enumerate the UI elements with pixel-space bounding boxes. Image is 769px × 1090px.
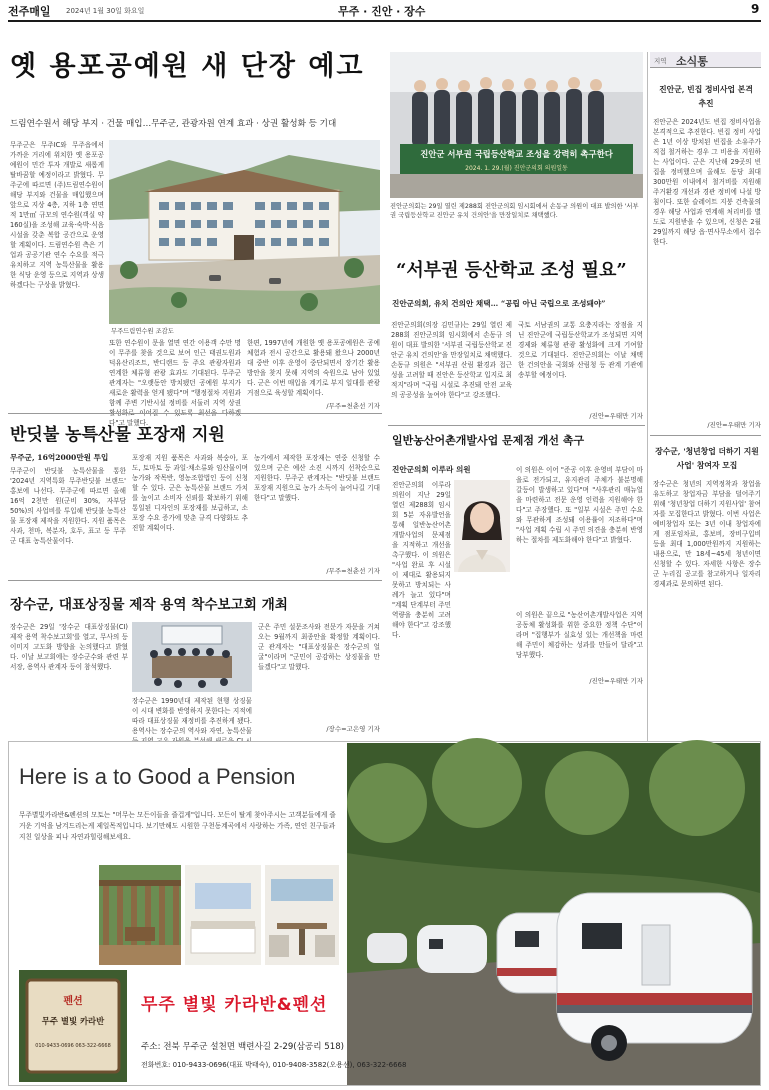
council-members-photo [390, 52, 643, 198]
art5-headline: 장수군, 대표상징물 제작 용역 착수보고회 개최 [10, 597, 288, 613]
art5-byline: /장수=고은영 기자 [326, 725, 380, 733]
issue-date: 2024년 1월 30일 화요일 [66, 7, 145, 15]
sidebar-item1-body: 진안군은 2024년도 빈집 정비사업을 본격적으로 추진한다. 빈집 정비 사업은 1년 이상 방치된 빈집을 소유주가 직접 철거하는 경우 그 비용을 지원하는 사업이다. 군은 지난해 29곳의 빈집을 정비했으며 올해도 동당 최대 300만원 이내에서 철거비를 지원해 주거환경 개선과 경관 정비에 나설 방침이다. 또한 슬레이트 지붕 건축물의 경우 해당 사업과 연계해 처리비를 별도로 지원받을 수 있으며, 신청은 2월 29일까지 해당 읍·면사무소에서 접수한다. [653, 118, 761, 246]
councilor-portrait [454, 480, 510, 572]
art2-banner-main: 진안군 서부권 국립등산학교 조성을 강력히 촉구한다 [420, 149, 613, 159]
page-number: 9 [751, 2, 760, 16]
art3-byline: /무주=천춘선 기자 [326, 567, 380, 575]
briefing-meeting-photo [132, 622, 252, 692]
art1-col2: 또한 연수원이 문을 열면 연간 이용객 수만 명이 무주를 찾을 것으로 보여 인근 태권도원과 덕유산리조트, 반디랜드 등 주요 관광자원과 연계한 체류형 관광 효과도 기대된다. 무주군 관계자는 "오랫동안 방치됐던 공예원 부지가 새로운 활력을 얻게 됐다"며 "행정절차 지원과 함께 주변 기반시설 정비를 서둘러 지역 상권 활성화로 이어질 수 있도록 최선을 다하겠다"고 말했다. [109, 339, 241, 427]
sidebar-item2-body: 장수군은 청년의 지역정착과 창업을 유도하고 창업자금 부담을 덜어주기 위해 '청년창업 더하기 지원사업' 참여자를 모집한다고 밝혔다. 이번 사업은 예비창업자 또는 3년 이내 창업자에게 점포임차료, 홍보비, 장비구입비 등을 최대 1,000만원까지 지원하는 내용으로, 만 18세~45세 청년이면 신청할 수 있다. 자세한 사항은 장수군 누리집 공고를 참고하거나 일자리경제과로 문의하면 된다. [653, 480, 761, 588]
art4-byline: /진안=우태만 기자 [589, 677, 643, 685]
art4-col1b [392, 580, 510, 684]
art2-byline: /진안=우태만 기자 [589, 412, 643, 420]
art2-headline: “서부권 등산학교 조성 필요” [396, 260, 627, 281]
header-rule [8, 20, 761, 22]
art3-headline: 반딧불 농특산물 포장재 지원 [10, 425, 225, 445]
art2-subheadline: 진안군의회, 유치 건의안 채택… “공립 아닌 국립으로 조성돼야” [392, 299, 606, 308]
art1-photo-caption: 무주드림연수원 조감도 [111, 328, 174, 335]
art1-byline: /무주=천춘선 기자 [326, 402, 380, 410]
sidebar-divider [650, 435, 761, 436]
art1-col3: 한편, 1997년에 개원한 옛 용포공예원은 공예 체험과 전시 공간으로 활용돼 왔으나 2000년대 중반 이후 운영이 중단되면서 장기간 활용 방안을 찾지 못해 지역의 숙원으로 남아 있었다. 군은 이번 매입을 계기로 부지 일대를 관광 거점으로 육성할 계획이다. [247, 339, 380, 397]
art5-col1: 장수군은 29일 '장수군 대표상징물(CI) 제작 용역 착수보고회'를 열고, 무사의 등 이미지 고도화 방향을 논의했다고 밝혔다. 이날 보고회에는 장수군수와 관련 부서장, 용역사 관계자 등이 참석했다. [10, 623, 128, 671]
art2-photo-caption: 진안군의회는 29일 열린 제288회 진안군의회 임시회에서 손동규 의원이 대표 발의한 '서부권 국립등산학교 진안군 유치 건의안'을 만장일치로 채택했다. [390, 203, 639, 219]
sidebar-label [650, 52, 761, 68]
divider-art1 [8, 413, 382, 414]
art5-col2: 장수군은 1990년대 제작된 현행 상징물이 시대 변화를 반영하지 못한다는 지적에 따라 대표상징물 재정비를 추진하게 됐다. 용역사는 장수군의 역사와 자연, 농특산물 [132, 697, 252, 735]
divider-art3 [8, 580, 382, 581]
art2-photo [390, 52, 643, 198]
art4-subheadline: 진안군의회 이루라 의원 [392, 465, 471, 474]
ad-sign-title: 펜션 [63, 996, 83, 1007]
art1-photo [109, 140, 380, 324]
sidebar-item2-title: 장수군, '청년창업 더하기 지원사업' 참여자 모집 [655, 447, 759, 470]
sidebar-item1-title: 진안군, 빈집 정비사업 본격 추진 [659, 85, 753, 108]
art3-subheadline: 무주군, 16억2000만원 투입 [10, 453, 109, 462]
art3-col1: 무주군이 반딧불 농특산물을 통한 '2024년 지역특화 무주반딧불 브랜드' 홍보에 나선다. 무주군에 따르면 올해 16억 2천만 원(군비 30%, 자부담 50%)의 사업비를 투입해 반딧불 농특산물 포장재 제작을 지원한다. 지원 품목은 사과, 천마, 복분자, 호두, 표고 등 무주군 대표 농특산물이다. [10, 467, 126, 545]
sidebar-label-title: 소식통 [676, 55, 708, 68]
wooden-deck-photo [99, 865, 181, 965]
ad-interior-photo [185, 865, 261, 965]
art5-photo [132, 622, 252, 692]
advertisement [8, 741, 761, 1086]
resort-building-rendering [109, 140, 380, 324]
ad-slogan: Here is a to Good a Pension [19, 764, 296, 789]
art3-col2: 포장재 지원 품목은 사과와 복숭아, 포도, 토마토 등 과일·채소류와 임산물이며 농가와 작목반, 영농조합법인 등이 신청할 수 있다. 군은 농특산물 브랜드 가치를 높이고 소비자 신뢰를 확보하기 위해 통일된 디자인의 포장재를 보급하고, 소포장 수요 증가에 맞춘 규격 다양화도 추진할 계획이다. [132, 454, 248, 532]
ad-address: 주소: 전북 무주군 설천면 백련사길 2-29(삼공리 518) [141, 1042, 345, 1052]
section-title: 무주 · 진안 · 장수 [338, 5, 426, 18]
ad-deck-photo [99, 865, 181, 965]
divider-art2 [388, 425, 645, 426]
ad-sign-sub: 무주 별빛 카라반 [41, 1016, 105, 1026]
ad-phone: 전화번호: 010-9433-0696(대표 박태숙), 010-9408-3582(오용선), 063-322-6668 [141, 1061, 407, 1069]
caravan-dining-photo [265, 865, 339, 965]
art4-col1: 진안군의회 이루라 의원이 지난 29일 열린 제288회 임시회 5분 자유발언을 통해 일반농산어촌개발사업의 문제점을 지적하고 개선을 촉구했다. 이 의원은 "사업 완료 후 시설이 제대로 활용되지 못하고 방치되는 사례가 늘고 있다"며 "계획 단계부터 주민 역량을 충분히 고려해야 한다"고 강조했다. [392, 481, 451, 639]
page-header [8, 2, 761, 20]
sidebar-rule [647, 52, 648, 848]
art4-col2: 이 의원은 이어 "준공 이후 운영비 부담이 마을로 전가되고, 유지관리 주체가 불분명해 갈등이 발생하고 있다"며 "사후관리 매뉴얼을 마련하고 전문 운영 인력을 지원해야 한다"고 주장했다. 또 "일부 시설은 주민 수요와 무관하게 조성돼 이용률이 저조하다"며 "사업 계획 수립 시 주민 의견을 충분히 반영하는 절차를 제도화해야 한다"고 밝혔다. [516, 466, 643, 544]
art2-banner-sub: 2024. 1. 29.(월) 진안군의회 의원일동 [465, 165, 568, 172]
caravan-interior-photo [185, 865, 261, 965]
caravan-campsite-photo [347, 743, 760, 1085]
art2-col2: 국토 서남권의 교통 요충지라는 장점을 지닌 진안군에 국립등산학교가 조성되면 지역 경제와 체류형 관광 활성화에 크게 기여할 것으로 기대된다. 진안군의회는 이날 채택한 건의안을 국회와 산림청 등 관계 기관에 송부할 예정이다. [518, 321, 643, 379]
art3-col3: 농가에서 제작한 포장재는 연중 신청할 수 있으며 군은 예산 소진 시까지 선착순으로 지원한다. 무주군 관계자는 "반딧불 브랜드 포장재 지원으로 농가 소득이 늘어나길 기대한다"고 말했다. [254, 454, 380, 502]
art4-portrait [454, 480, 510, 572]
art1-col1: 무주군은 무주IC와 무주읍에서 가까운 거리에 위치한 옛 용포공예원이 민간 투자 개발로 새롭게 탈바꿈할 예정이라고 밝혔다. 무주군에 따르면 (주)드림연수원이 해당 부지와 건물을 매입했으며 앞으로 지상 4층, 지하 1층 연면적 1만㎡ 규모의 연수원(객실 약 160실)을 조성해 교육·숙박·식음 시설을 갖춘 복합 공간으로 운영할 계획이다. 드림연수원 측은 기업과 공공기관 연수 수요를 적극 유치하고 지역 농특산물을 활용한 식당 운영 등으로 지역과 상생하겠다는 구상을 밝혔다. [10, 141, 104, 289]
art2-photo-banner [400, 144, 633, 174]
art1-headline: 옛 용포공예원 새 단장 예고 [10, 51, 365, 82]
ad-title: 무주 별빛 카라반&펜션 [141, 995, 328, 1015]
sidebar-label-prefix: 지역 [654, 57, 667, 65]
ad-caravan-photo [347, 743, 760, 1085]
art2-col1: 진안군의회(의장 김민규)는 29일 열린 제288회 진안군의회 임시회에서 손동규 의원이 대표 발의한 '서부권 국립등산학교 진안군 유치 건의안'을 만장일치로 채택했다. 손동규 의원은 "서부권 산림 환경과 접근성을 고려할 때 진안은 등산학교 입지로 최적지"라며 "국립 시설로 추진돼 안전 교육의 공공성을 높여야 한다"고 강조했다. [391, 321, 512, 399]
ad-sign-photo [19, 970, 127, 1082]
art4-headline: 일반농산어촌개발사업 문제점 개선 촉구 [392, 434, 585, 447]
ad-description: 무주별빛카라반&펜션의 모토는 "머무는 모든이들을 즐겁게"입니다. 모든이 탈게 찾아주시는 고객분들에게 즐거운 기억을 남겨드리는게 제일목적입니다. 보기만해도 시원한 구천동계곡에서 사랑하는 가족, 연인 친구들과 지친 일상을 피나 자연과힐링해보세요. [19, 811, 336, 841]
art5-col3: 군은 주민 설문조사와 전문가 자문을 거쳐 오는 9월까지 최종안을 확정할 계획이다. 군 관계자는 "대표상징물은 장수군의 얼굴"이라며 "군민이 공감하는 상징물을 만들겠다"고 말했다. [258, 623, 380, 671]
ad-sign-phone: 010-9433-0696 063-322-6668 [35, 1043, 111, 1049]
art4-col3: 이 의원은 끝으로 "농산어촌개발사업은 지역 공동체 활성화를 위한 중요한 정책 수단"이라며 "집행부가 실효성 있는 개선책을 마련해 주민이 체감하는 성과를 만들어 달라"고 당부했다. [516, 611, 643, 659]
art1-subheadline: 드림연수원서 해당 부지 · 건물 매입…무주군, 관광자원 연계 효과 · 상권 활성화 등 기대 [10, 119, 337, 129]
paper-name: 전주매일 [8, 5, 51, 18]
ad-table-photo [265, 865, 339, 965]
sidebar-item1-byline: /진안=우태만 기자 [707, 421, 761, 429]
